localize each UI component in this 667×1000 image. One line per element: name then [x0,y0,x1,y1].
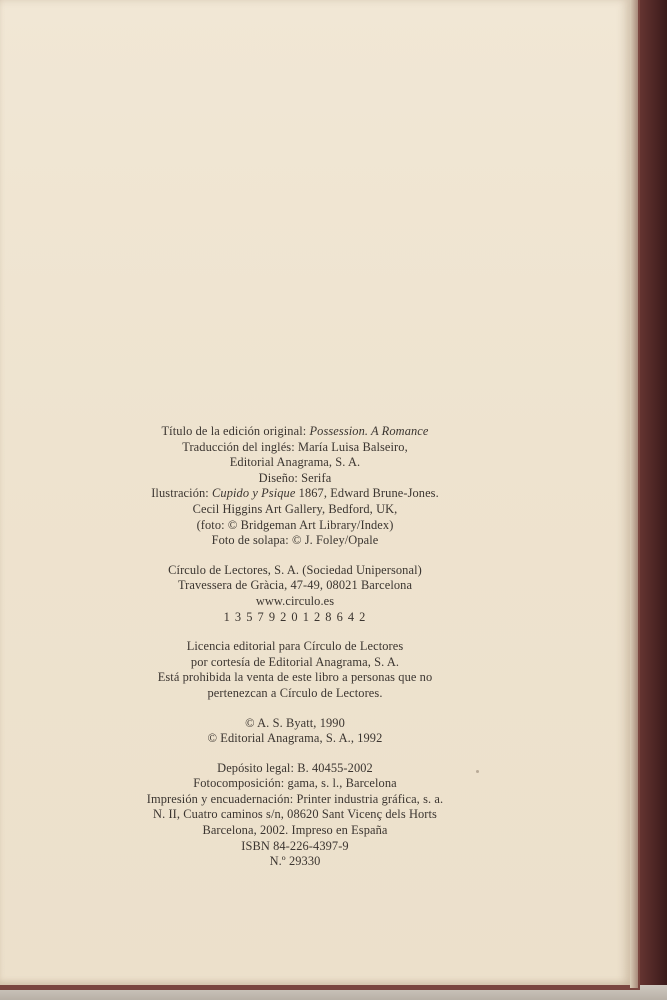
illustration-label: Ilustración: [151,486,213,501]
design-credit: Diseño: Serifa [258,470,332,485]
illustration-title: Cupido y Psique [212,486,296,501]
original-title-label: Título de la edición original: [161,424,310,438]
license-line-3: Está prohibida la venta de este libro a personas que no [157,670,433,685]
legal-deposit: Depósito legal: B. 40455-2002 [217,760,373,775]
print-numbers: 1 3 5 7 9 2 0 1 2 8 6 4 2 [223,609,367,624]
typesetting-credit: Fotocomposición: gama, s. l., Barcelona [193,776,397,791]
license-line-4: pertenezcan a Círculo de Lectores. [207,685,383,700]
illustration-line [120,486,470,502]
illustration-artist: 1867, Edward Brune-Jones. [295,486,439,501]
copyright-publisher: © Editorial Anagrama, S. A., 1992 [207,731,383,746]
license-line-1: Licencia editorial para Círculo de Lectores [186,639,404,654]
photo-credit: (foto: © Bridgeman Art Library/Index) [196,517,394,532]
translation-credit: Traducción del inglés: María Luisa Balseiro, [182,439,408,454]
company-website: www.circulo.es [255,593,335,608]
imprint-text [120,424,470,870]
print-city-year: Barcelona, 2002. Impreso en España [202,823,388,838]
copyright-author: © A. S. Byatt, 1990 [245,715,345,730]
original-title: Possession. A Romance [309,424,429,438]
page-fore-edge [630,0,638,988]
paper-speck [476,770,479,773]
license-line-2: por cortesía de Editorial Anagrama, S. A. [190,654,400,669]
flap-photo-credit: Foto de solapa: © J. Foley/Opale [211,533,379,548]
printer-address: N. II, Cuatro caminos s/n, 08620 Sant Vicenç dels Horts [153,807,437,822]
company-address: Travessera de Gràcia, 47-49, 08021 Barcelona [177,578,413,593]
original-title-line [120,424,470,440]
publisher-credit: Editorial Anagrama, S. A. [229,455,361,470]
company-name: Círculo de Lectores, S. A. (Sociedad Unipersonal) [168,562,422,577]
isbn: ISBN 84-226-4397-9 [241,838,349,853]
printing-credit: Impresión y encuadernación: Printer industria gráfica, s. a. [146,791,444,806]
gallery-credit: Cecil Higgins Art Gallery, Bedford, UK, [192,501,398,516]
edition-number: N.º 29330 [269,854,321,869]
